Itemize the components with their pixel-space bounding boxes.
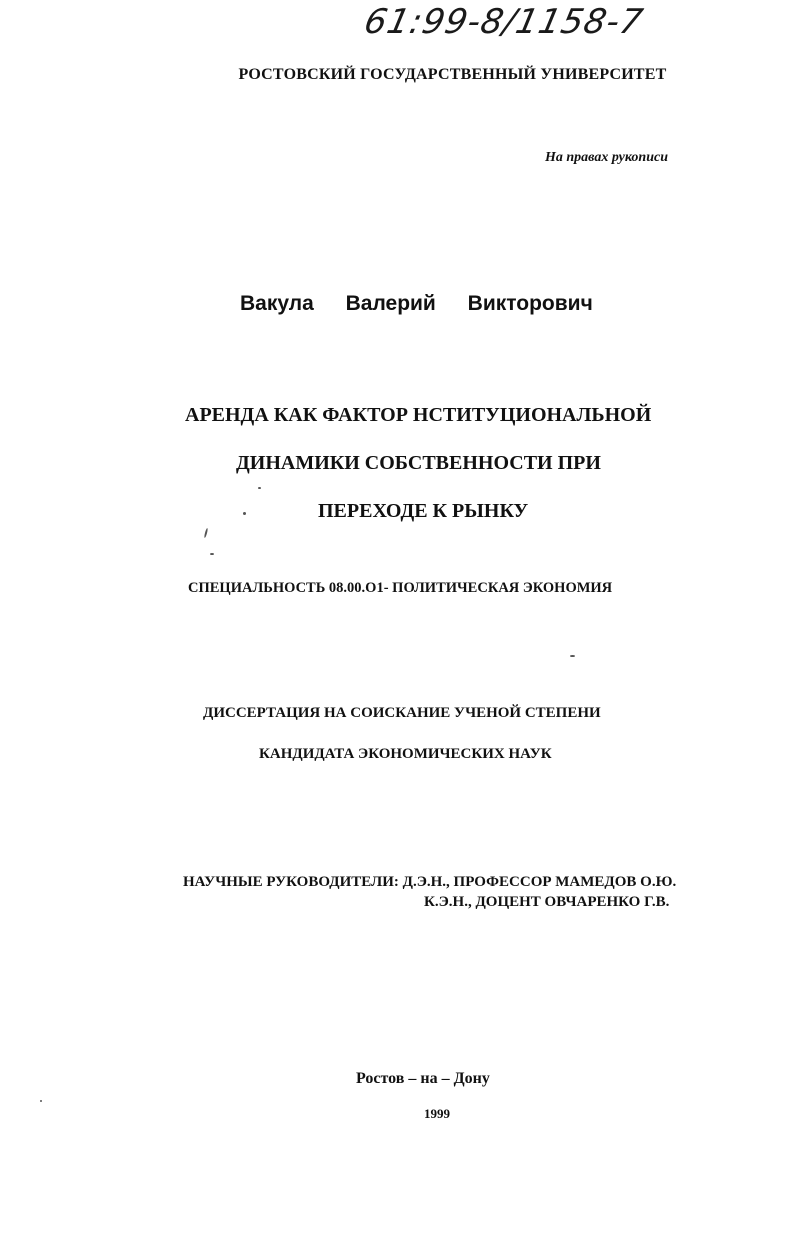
archive-handwritten-mark: 61:99-8/1158-7: [360, 2, 648, 42]
scan-speck: [40, 1100, 42, 1102]
scan-speck: [204, 528, 209, 538]
supervisor-line-2: К.Э.Н., ДОЦЕНТ ОВЧАРЕНКО Г.В.: [424, 894, 670, 910]
scan-speck: [210, 553, 214, 555]
city: Ростов – на – Дону: [356, 1070, 490, 1087]
dissertation-line-1: ДИССЕРТАЦИЯ НА СОИСКАНИЕ УЧЕНОЙ СТЕПЕНИ: [203, 705, 601, 721]
university-name: РОСТОВСКИЙ ГОСУДАРСТВЕННЫЙ УНИВЕРСИТЕТ: [238, 66, 667, 83]
supervisors: [183, 872, 676, 912]
scan-speck: [258, 487, 261, 489]
rights-note: На правах рукописи: [545, 150, 668, 165]
title-line-1: АРЕНДА КАК ФАКТОР НСТИТУЦИОНАЛЬНОЙ: [185, 404, 652, 426]
scan-speck: [570, 655, 575, 657]
author-name: Вакула Валерий Викторович: [240, 292, 593, 315]
dissertation-line-2: КАНДИДАТА ЭКОНОМИЧЕСКИХ НАУК: [259, 746, 552, 762]
title-line-2: ДИНАМИКИ СОБСТВЕННОСТИ ПРИ: [236, 452, 601, 474]
specialty: СПЕЦИАЛЬНОСТЬ 08.00.О1- ПОЛИТИЧЕСКАЯ ЭКОНОМИЯ: [188, 580, 613, 596]
scan-speck: [243, 512, 246, 515]
supervisor-line-1: НАУЧНЫЕ РУКОВОДИТЕЛИ: Д.Э.Н., ПРОФЕССОР МАМЕДОВ О.Ю.: [183, 874, 677, 890]
title-line-3: ПЕРЕХОДЕ К РЫНКУ: [318, 500, 529, 522]
year: 1999: [424, 1106, 450, 1121]
